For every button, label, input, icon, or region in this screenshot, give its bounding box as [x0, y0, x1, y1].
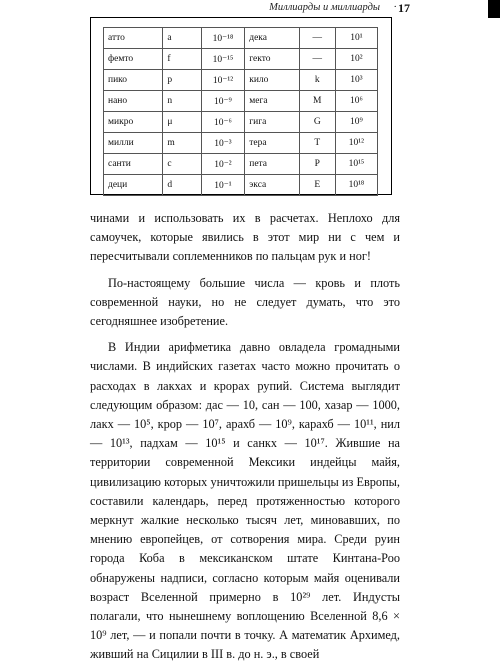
prefix-symbol-cell: T [299, 133, 335, 154]
prefix-name-cell: кило [245, 70, 299, 91]
prefix-name-cell: милли [104, 133, 163, 154]
prefix-name-cell: тера [245, 133, 299, 154]
prefix-name-cell: микро [104, 112, 163, 133]
table-row [104, 91, 378, 112]
prefix-power-cell: 10¹⁵ [335, 154, 377, 175]
prefix-name-cell: санти [104, 154, 163, 175]
prefix-power-cell: 10¹ [335, 28, 377, 49]
table-row [104, 133, 378, 154]
page-number: 17 [398, 1, 410, 15]
prefix-power-cell: 10⁻¹² [201, 70, 245, 91]
body-text [90, 209, 400, 665]
prefix-symbol-cell: c [163, 154, 201, 175]
prefix-name-cell: фемто [104, 49, 163, 70]
prefix-symbol-cell: G [299, 112, 335, 133]
table-row [104, 154, 378, 175]
table-row [104, 28, 378, 49]
prefix-symbol-cell: a [163, 28, 201, 49]
prefix-symbol-cell: P [299, 154, 335, 175]
prefix-symbol-cell: n [163, 91, 201, 112]
table-row [104, 175, 378, 196]
prefix-power-cell: 10⁹ [335, 112, 377, 133]
prefix-symbol-cell: p [163, 70, 201, 91]
prefix-power-cell: 10³ [335, 70, 377, 91]
prefix-symbol-cell: — [299, 28, 335, 49]
prefix-symbol-cell: μ [163, 112, 201, 133]
prefix-power-cell: 10⁻¹⁸ [201, 28, 245, 49]
prefix-power-cell: 10¹² [335, 133, 377, 154]
paragraph-3: В Индии арифметика давно овладела громадными числами. В индийских газетах часто можно прочитать о расходах в лакхах и крорах рупий. Система выглядит следующим образом: дас — 10, сан — 100, хазар — 1000, лакх — 10⁵, крор — 10⁷, арахб — 10⁹, карахб — 10¹¹, нил — 10¹³, падхам — 10¹⁵ и санкх — 10¹⁷. Жившие на территории современной Мексики индейцы майя, цивилизацию которых уничтожили пришельцы из Европы, составили календарь, перед протяженностью которого меркнут жалкие несколько тысяч лет, миновавших, по мнению европейцев, от сотворения мира. Среди руин города Коба в мексиканском штате Кинтана-Роо обнаружены надписи, согласно которым майя оценивали возраст Вселенной примерно в 10²⁹ лет. Индусты полагали, что нынешнему воплощению Вселенной 8,6 × 10⁹ лет, — и попали почти в точку. А математик Архимед, живший на Сицилии в III в. до н. э., в своей [90, 340, 400, 662]
prefix-name-cell: экса [245, 175, 299, 196]
table-row [104, 49, 378, 70]
table-row [104, 112, 378, 133]
prefix-symbol-cell: E [299, 175, 335, 196]
prefix-symbol-cell: k [299, 70, 335, 91]
prefix-name-cell: гекто [245, 49, 299, 70]
prefix-power-cell: 10⁻⁶ [201, 112, 245, 133]
prefix-power-cell: 10² [335, 49, 377, 70]
prefix-power-cell: 10⁻² [201, 154, 245, 175]
prefix-name-cell: деци [104, 175, 163, 196]
header-bullet: · [393, 1, 397, 13]
prefix-power-cell: 10¹⁸ [335, 175, 377, 196]
prefix-name-cell: мега [245, 91, 299, 112]
prefix-power-cell: 10⁻⁹ [201, 91, 245, 112]
prefix-symbol-cell: m [163, 133, 201, 154]
prefix-name-cell: пико [104, 70, 163, 91]
prefix-name-cell: дека [245, 28, 299, 49]
prefix-name-cell: атто [104, 28, 163, 49]
prefix-symbol-cell: f [163, 49, 201, 70]
paragraph-1: чинами и использовать их в расчетах. Неплохо для самоучек, которые явились в этот мир ни с чем и пересчитывали соплеменников по пальцам рук и ног! [90, 211, 400, 264]
prefix-power-cell: 10⁶ [335, 91, 377, 112]
prefix-power-cell: 10⁻¹⁵ [201, 49, 245, 70]
table-row [104, 70, 378, 91]
si-prefix-table [103, 27, 378, 196]
prefix-name-cell: пета [245, 154, 299, 175]
prefix-name-cell: гига [245, 112, 299, 133]
prefix-power-cell: 10⁻³ [201, 133, 245, 154]
prefix-name-cell: нано [104, 91, 163, 112]
page-header [0, 0, 500, 18]
paragraph-2: По-настоящему большие числа — кровь и плоть современной науки, но не следует думать, что это сегодняшнее изобретение. [90, 275, 400, 329]
prefix-power-cell: 10⁻¹ [201, 175, 245, 196]
page-tab-marker [488, 0, 500, 18]
prefix-symbol-cell: d [163, 175, 201, 196]
prefix-symbol-cell: M [299, 91, 335, 112]
prefix-symbol-cell: — [299, 49, 335, 70]
running-title: Миллиарды и миллиарды [269, 2, 380, 13]
